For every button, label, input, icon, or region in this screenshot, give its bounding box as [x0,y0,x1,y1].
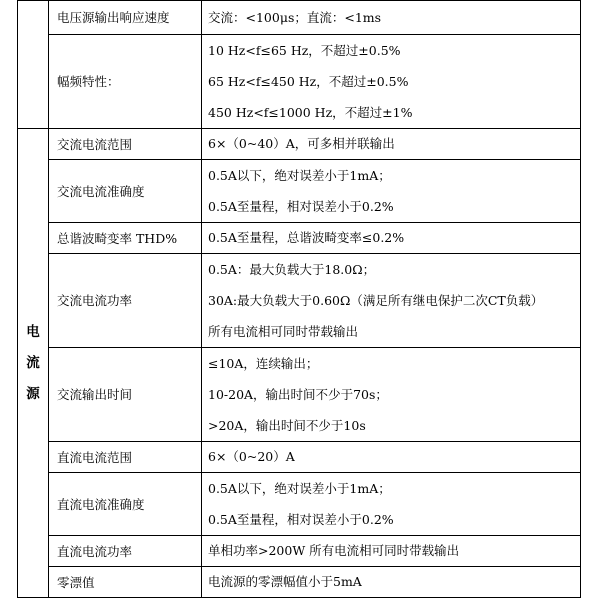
value-cell [202,223,581,254]
category-cell-voltage [18,1,49,129]
category-char: 流 [26,354,40,371]
value-line: 0.5A以下，绝对误差小于1mA； [208,168,391,183]
table-row [18,1,581,35]
value-line: 6×（0~40）A，可多相并联输出 [208,136,395,151]
value-line: 450 Hz<f≤1000 Hz，不超过±1% [208,105,413,120]
param-cell: 直流电流范围 [49,442,202,473]
table-row [18,160,581,223]
value-line: 交流：<100μs；直流：<1ms [208,10,382,25]
value-cell [202,348,581,442]
value-line: 30A:最大负载大于0.60Ω（满足所有继电保护二次CT负载） [208,293,544,308]
value-cell [202,536,581,567]
value-cell [202,160,581,223]
value-cell [202,254,581,348]
param-cell: 幅频特性： [49,35,202,129]
spec-table [17,0,580,601]
table-row [18,442,581,473]
value-line: 电流源的零漂幅值小于5mA [208,574,362,589]
param-cell: 交流电流范围 [49,129,202,160]
value-cell [202,35,581,129]
category-cell-current-source [18,129,49,598]
value-cell [202,1,581,35]
value-line: 单相功率>200W 所有电流相可同时带载输出 [208,543,460,558]
param-cell: 总谐波畸变率 THD% [49,223,202,254]
value-line: 0.5A以下，绝对误差小于1mA； [208,481,391,496]
value-line: 0.5A至量程，相对误差小于0.2% [208,199,394,214]
value-cell [202,442,581,473]
param-cell: 交流输出时间 [49,348,202,442]
param-cell: 直流电流准确度 [49,473,202,536]
param-cell: 零漂值 [49,567,202,598]
value-line: 0.5A：最大负载大于18.0Ω； [208,262,376,277]
param-cell: 直流电流功率 [49,536,202,567]
value-line: 10-20A，输出时间不少于70s； [208,387,388,402]
value-line: 6×（0~20）A [208,449,295,464]
value-line: 65 Hz<f≤450 Hz，不超过±0.5% [208,74,409,89]
value-line: 0.5A至量程，总谐波畸变率≤0.2% [208,230,405,245]
value-cell [202,473,581,536]
param-cell: 电压源输出响应速度 [49,1,202,35]
category-char: 电 [26,323,40,340]
value-cell [202,567,581,598]
table-row [18,348,581,442]
param-cell: 交流电流准确度 [49,160,202,223]
value-line: ≤10A，连续输出； [208,356,319,371]
table-row [18,254,581,348]
table-row [18,473,581,536]
table-row [18,223,581,254]
value-cell [202,129,581,160]
table-row [18,567,581,598]
table-row [18,35,581,129]
value-line: 所有电流相可同时带载输出 [208,324,359,339]
table-row [18,536,581,567]
value-line: >20A，输出时间不少于10s [208,418,366,433]
value-line: 0.5A至量程，相对误差小于0.2% [208,512,394,527]
category-char: 源 [26,385,40,402]
param-cell: 交流电流功率 [49,254,202,348]
value-line: 10 Hz<f≤65 Hz，不超过±0.5% [208,43,401,58]
table-row [18,129,581,160]
